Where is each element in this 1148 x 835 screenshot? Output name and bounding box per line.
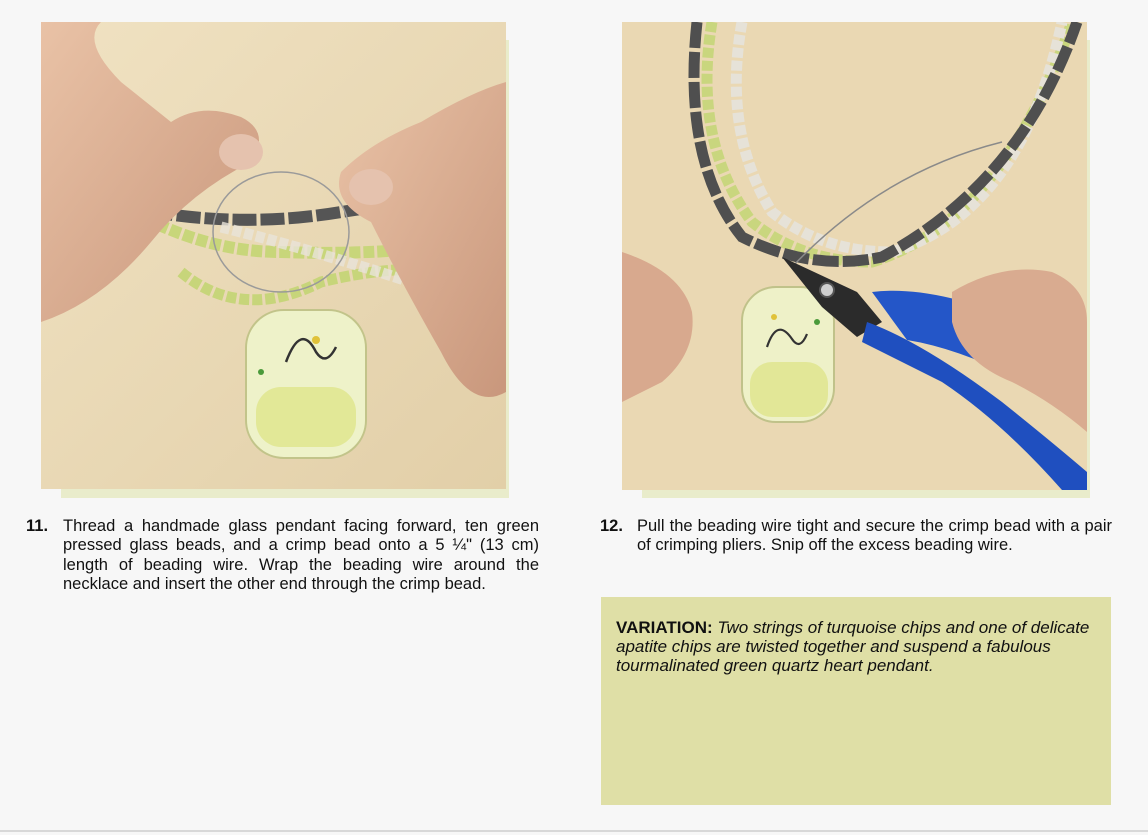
photo-shadow bbox=[506, 40, 509, 498]
variation-text: Two strings of turquoise chips and one of delicate apatite chips are twisted together and suspend a fabulous tourmalinated green quartz heart pendant. bbox=[616, 618, 1090, 675]
step-11 bbox=[26, 517, 539, 594]
variation-label: VARIATION: bbox=[616, 618, 718, 637]
variation-box bbox=[601, 597, 1111, 805]
step-instructions: Pull the beading wire tight and secure the crimp bead with a pair of crimping pliers. Snip off the excess beading wire. bbox=[637, 517, 1112, 555]
step-12 bbox=[600, 517, 1112, 556]
page-divider bbox=[0, 830, 1148, 832]
photo-shadow bbox=[61, 489, 509, 498]
photo-shadow bbox=[1087, 40, 1090, 498]
step-number: 12. bbox=[600, 517, 623, 535]
photo-shadow bbox=[642, 490, 1090, 498]
step-number: 11. bbox=[26, 517, 49, 535]
step-11-photo bbox=[41, 22, 506, 489]
step-12-photo bbox=[622, 22, 1087, 490]
step-instructions: Thread a handmade glass pendant facing forward, ten green pressed glass beads, and a crimp bead onto a 5 ¼" (13 cm) length of beading wire. Wrap the beading wire around the necklace and insert the other end through the crimp bead. bbox=[63, 517, 539, 593]
